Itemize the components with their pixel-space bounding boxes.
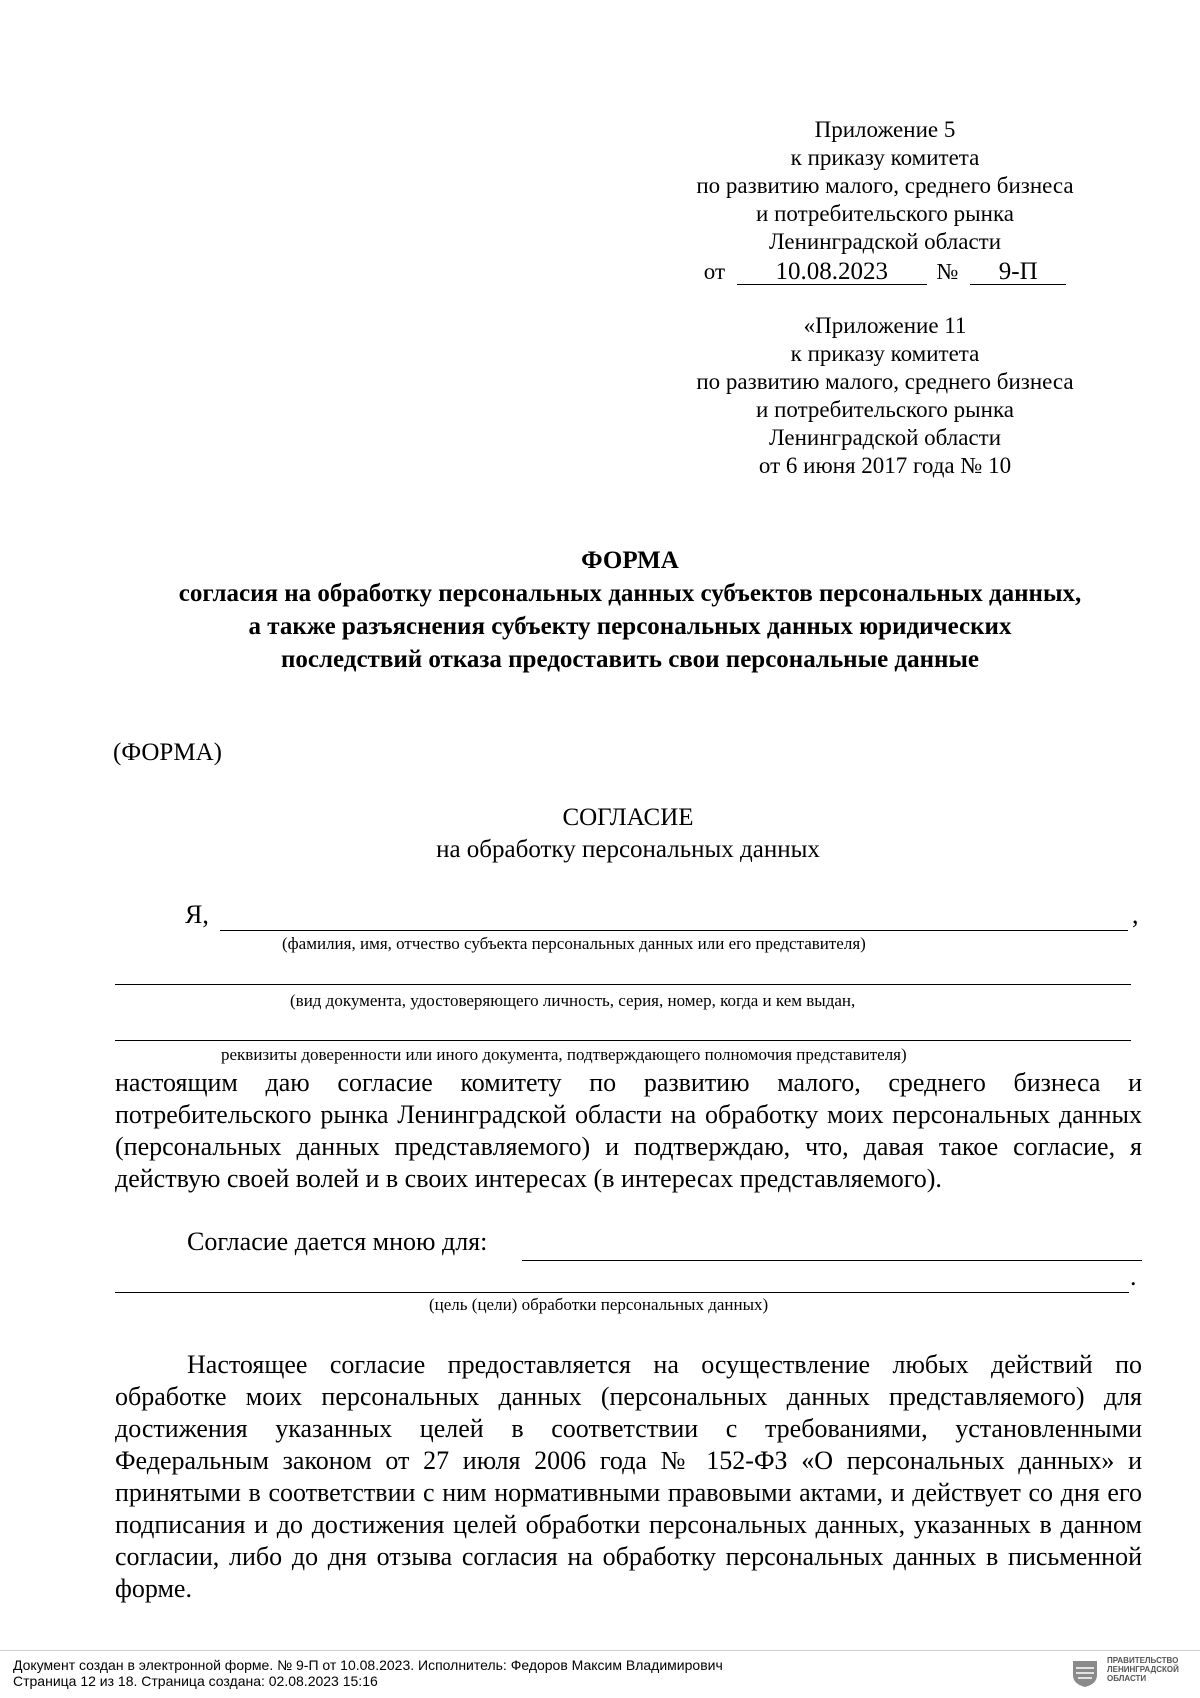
form-title-line4: последствий отказа предоставить свои персональные данные (281, 646, 979, 673)
footer (13, 1657, 723, 1689)
purpose-label: Согласие дается мною для: (187, 1227, 488, 1256)
consent-heading-subtitle: на обработку персональных данных (436, 836, 820, 863)
appendix-11-line6: от 6 июня 2017 года № 10 (758, 453, 1012, 478)
appendix-5-line5: Ленинградской области (768, 229, 1002, 254)
number-label: № (936, 259, 959, 284)
id-document-caption: (вид документа, удостоверяющего личность, серия, номер, когда и кем выдан, (290, 991, 856, 1010)
appendix-5-line2: к приказу комитета (790, 145, 980, 170)
from-label: от (703, 259, 726, 284)
appendix-5-date-row (640, 258, 1130, 286)
appendix-11-line5: Ленинградской области (768, 425, 1002, 450)
purpose-dot: . (1130, 1262, 1137, 1291)
footer-line2: Страница 12 из 18. Страница создана: 02.08.2023 15:16 (13, 1673, 378, 1689)
appendix-5-line4: и потребительского рынка (756, 201, 1014, 226)
purpose-caption: (цель (цели) обработки персональных данных) (429, 1295, 769, 1314)
forma-label: (ФОРМА) (113, 739, 222, 766)
footer-line1: Документ создан в электронной форме. № 9-П от 10.08.2023. Исполнитель: Федоров Максим Владимирович (13, 1657, 723, 1673)
appendix-5-line1: Приложение 5 (814, 117, 956, 142)
appendix-5-line3: по развитию малого, среднего бизнеса (696, 173, 1074, 198)
proxy-document-caption: реквизиты доверенности или иного документа, подтверждающего полномочия представителя) (221, 1045, 907, 1064)
government-logo-text: ПРАВИТЕЛЬСТВО ЛЕНИНГРАДСКОЙ ОБЛАСТИ (1107, 1656, 1179, 1683)
government-emblem-icon (1070, 1658, 1100, 1688)
order-date: 10.08.2023 (737, 260, 927, 285)
appendix-5-block (640, 116, 1130, 286)
purpose-field-line1[interactable] (522, 1260, 1142, 1261)
consent-heading (0, 802, 1200, 866)
fio-field[interactable] (220, 930, 1128, 931)
appendix-11-line4: и потребительского рынка (756, 397, 1014, 422)
proxy-document-field[interactable] (115, 1040, 1131, 1041)
ya-label: Я, (185, 900, 209, 929)
order-number: 9-П (970, 260, 1066, 285)
form-title-line2: согласия на обработку персональных данных субъектов персональных данных, (178, 580, 1082, 607)
form-title (60, 544, 1200, 676)
fio-caption: (фамилия, имя, отчество субъекта персональных данных или его представителя) (282, 934, 866, 953)
form-title-line3: а также разъяснения субъекту персональных данных юридических (248, 613, 1012, 640)
fio-comma: , (1132, 900, 1139, 929)
appendix-11-block (640, 312, 1130, 480)
appendix-11-line1: «Приложение 11 (803, 313, 967, 338)
purpose-field-line2[interactable] (115, 1292, 1129, 1293)
id-document-field[interactable] (115, 984, 1131, 985)
consent-heading-title: СОГЛАСИЕ (562, 804, 694, 831)
consent-paragraph-2: Настоящее согласие предоставляется на осуществление любых действий по обработке моих персональных данных (персональных данных представляемого) для достижения указанных целей в соответствии с требованиями, установленными Федеральным законом от 27 июля 2006 года № 152-ФЗ «О персональных данных» и принятыми в соответствии с ним нормативными правовыми актами, и действует со дня его подписания и до достижения целей обработки персональных данных, указанных в данном согласии, либо до дня отзыва согласия на обработку персональных данных в письменной форме. (115, 1350, 1142, 1603)
consent-paragraph-1: настоящим даю согласие комитету по развитию малого, среднего бизнеса и потребительского рынка Ленинградской области на обработку моих персональных данных (персональных данных представляемого) и подтверждаю, что, давая такое согласие, я действую своей волей и в своих интересах (в интересах представляемого). (115, 1068, 1142, 1193)
appendix-11-line3: по развитию малого, среднего бизнеса (696, 369, 1074, 394)
form-title-line1: ФОРМА (581, 547, 679, 574)
appendix-11-line2: к приказу комитета (790, 341, 980, 366)
footer-divider (0, 1650, 1200, 1651)
